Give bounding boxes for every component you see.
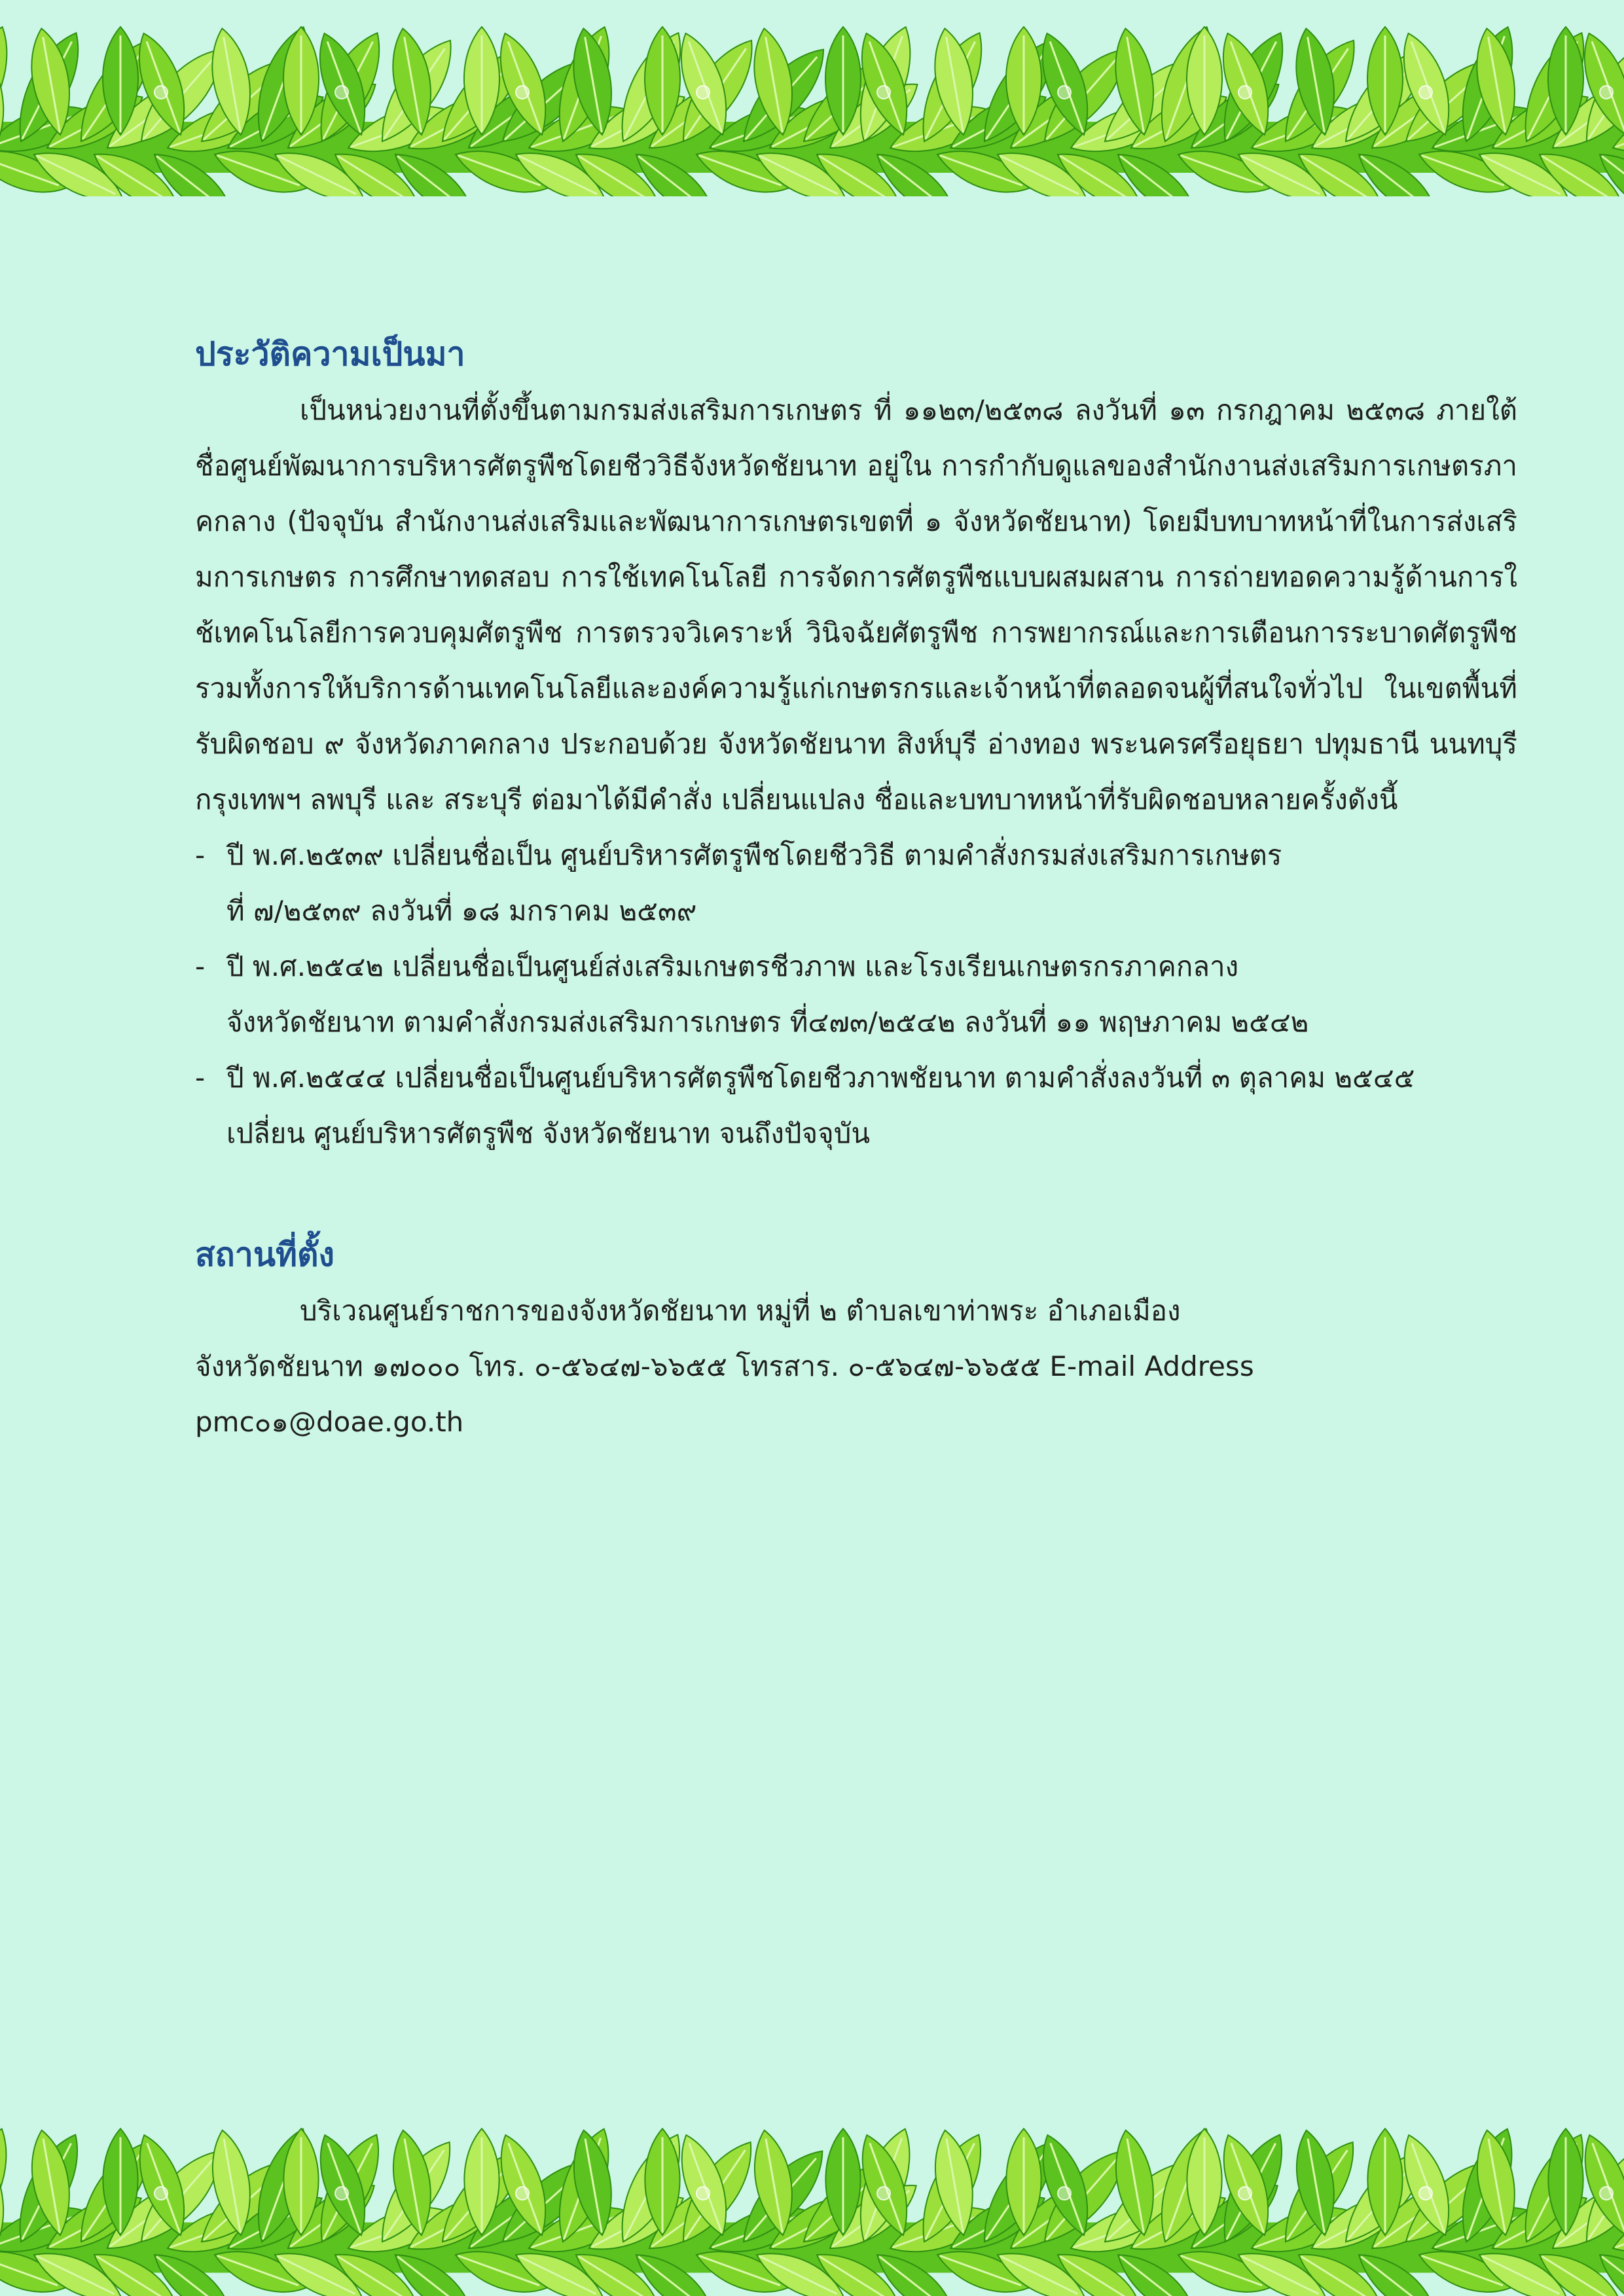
history-paragraph: เป็นหน่วยงานที่ตั้งขึ้นตามกรมส่งเสริมการเกษตร ที่ ๑๑๒๓/๒๕๓๘ ลงวันที่ ๑๓ กรกฎาคม ๒๕๓๘ ภายใต้ชื่อศูนย์พัฒนาการบริหารศัตรูพืชโดยชีววิธีจังหวัดชัยนาท อยู่ใน การกำกับดูแลของสำนักงานส่งเสริมการเกษตรภาคกลาง (ปัจจุบัน สำนักงานส่งเสริมและพัฒนาการเกษตรเขตที่ ๑ จังหวัดชัยนาท) โดยมีบทบาทหน้าที่ในการส่งเสริมการเกษตร การศึกษาทดสอบ การใช้เทคโนโลยี การจัดการศัตรูพืชแบบผสมผสาน การถ่ายทอดความรู้ด้านการใช้เทคโนโลยีการควบคุมศัตรูพืช การตรวจวิเคราะห์ วินิจฉัยศัตรูพืช การพยากรณ์และการเตือนการระบาดศัตรูพืช รวมทั้งการให้บริการด้านเทคโนโลยีและองค์ความรู้แก่เกษตรกรและเจ้าหน้าที่ตลอดจนผู้ที่สนใจทั่วไป ในเขตพื้นที่รับผิดชอบ ๙ จังหวัดภาคกลาง ประกอบด้วย จังหวัดชัยนาท สิงห์บุรี อ่างทอง พระนครศรีอยุธยา ปทุมธานี นนทบุรี กรุงเทพฯ ลพบุรี และ สระบุรี ต่อมาได้มีคำสั่ง เปลี่ยนแปลง ชื่อและบทบาทหน้าที่รับผิดชอบหลายครั้งดังนี้ [195, 394, 1517, 816]
history-list [195, 827, 1517, 1161]
list-item-line: เปลี่ยน ศูนย์บริหารศัตรูพืช จังหวัดชัยนาท จนถึงปัจจุบัน [226, 1117, 871, 1149]
list-item-line: ที่ ๗/๒๕๓๙ ลงวันที่ ๑๘ มกราคม ๒๕๓๙ [226, 895, 697, 927]
water-drop-icon [1238, 2187, 1252, 2200]
email-address: pmc๐๑@doae.go.th [195, 1406, 464, 1438]
section-gap [195, 1161, 1517, 1227]
water-drop-icon [1238, 86, 1252, 99]
leaf-border-image [0, 0, 1624, 196]
water-drop-icon [335, 86, 348, 99]
address-line: จังหวัดชัยนาท ๑๗๐๐๐ โทร. ๐-๕๖๔๗-๖๖๕๕ โทรสาร. ๐-๕๖๔๗-๖๖๕๕ E-mail Address [195, 1350, 1254, 1382]
water-drop-icon [516, 2187, 529, 2200]
water-drop-icon [154, 86, 168, 99]
history-heading: ประวัติความเป็นมา [195, 335, 465, 373]
list-dash: - [195, 1062, 206, 1094]
address-line: บริเวณศูนย์ราชการของจังหวัดชัยนาท หมู่ที่ ๒ ตำบลเขาท่าพระ อำเภอเมือง [300, 1295, 1181, 1327]
list-dash: - [195, 950, 206, 982]
water-drop-icon [335, 2187, 348, 2200]
bottom-leaf-border [0, 2102, 1624, 2296]
list-item-line: ปี พ.ศ.๒๕๔๔ เปลี่ยนชื่อเป็นศูนย์บริหารศัตรูพืชโดยชีวภาพชัยนาท ตามคำสั่งลงวันที่ ๓ ตุลาคม ๒๕๔๕ [226, 1062, 1415, 1094]
water-drop-icon [696, 2187, 710, 2200]
water-drop-icon [1600, 86, 1613, 99]
water-drop-icon [1600, 2187, 1613, 2200]
list-item-line: จังหวัดชัยนาท ตามคำสั่งกรมส่งเสริมการเกษตร ที่๔๗๓/๒๕๔๒ ลงวันที่ ๑๑ พฤษภาคม ๒๕๔๒ [226, 1006, 1309, 1038]
list-item-line: ปี พ.ศ.๒๕๓๙ เปลี่ยนชื่อเป็น ศูนย์บริหารศัตรูพืชโดยชีววิธี ตามคำสั่งกรมส่งเสริมการเกษตร [226, 839, 1282, 871]
water-drop-icon [154, 2187, 168, 2200]
water-drop-icon [1419, 2187, 1432, 2200]
page-content [195, 326, 1517, 1450]
leaf-border-image [0, 2102, 1624, 2296]
water-drop-icon [516, 86, 529, 99]
water-drop-icon [1058, 2187, 1071, 2200]
list-dash: - [195, 839, 206, 871]
water-drop-icon [1419, 86, 1432, 99]
water-drop-icon [877, 86, 890, 99]
location-heading: สถานที่ตั้ง [195, 1236, 334, 1274]
history-list-item [195, 939, 1517, 1050]
water-drop-icon [696, 86, 710, 99]
history-list-item [195, 1050, 1517, 1161]
list-item-line: ปี พ.ศ.๒๕๔๒ เปลี่ยนชื่อเป็นศูนย์ส่งเสริมเกษตรชีวภาพ และโรงเรียนเกษตรกรภาคกลาง [226, 950, 1239, 982]
water-drop-icon [877, 2187, 890, 2200]
top-leaf-border [0, 0, 1624, 196]
water-drop-icon [1058, 86, 1071, 99]
history-list-item [195, 827, 1517, 939]
